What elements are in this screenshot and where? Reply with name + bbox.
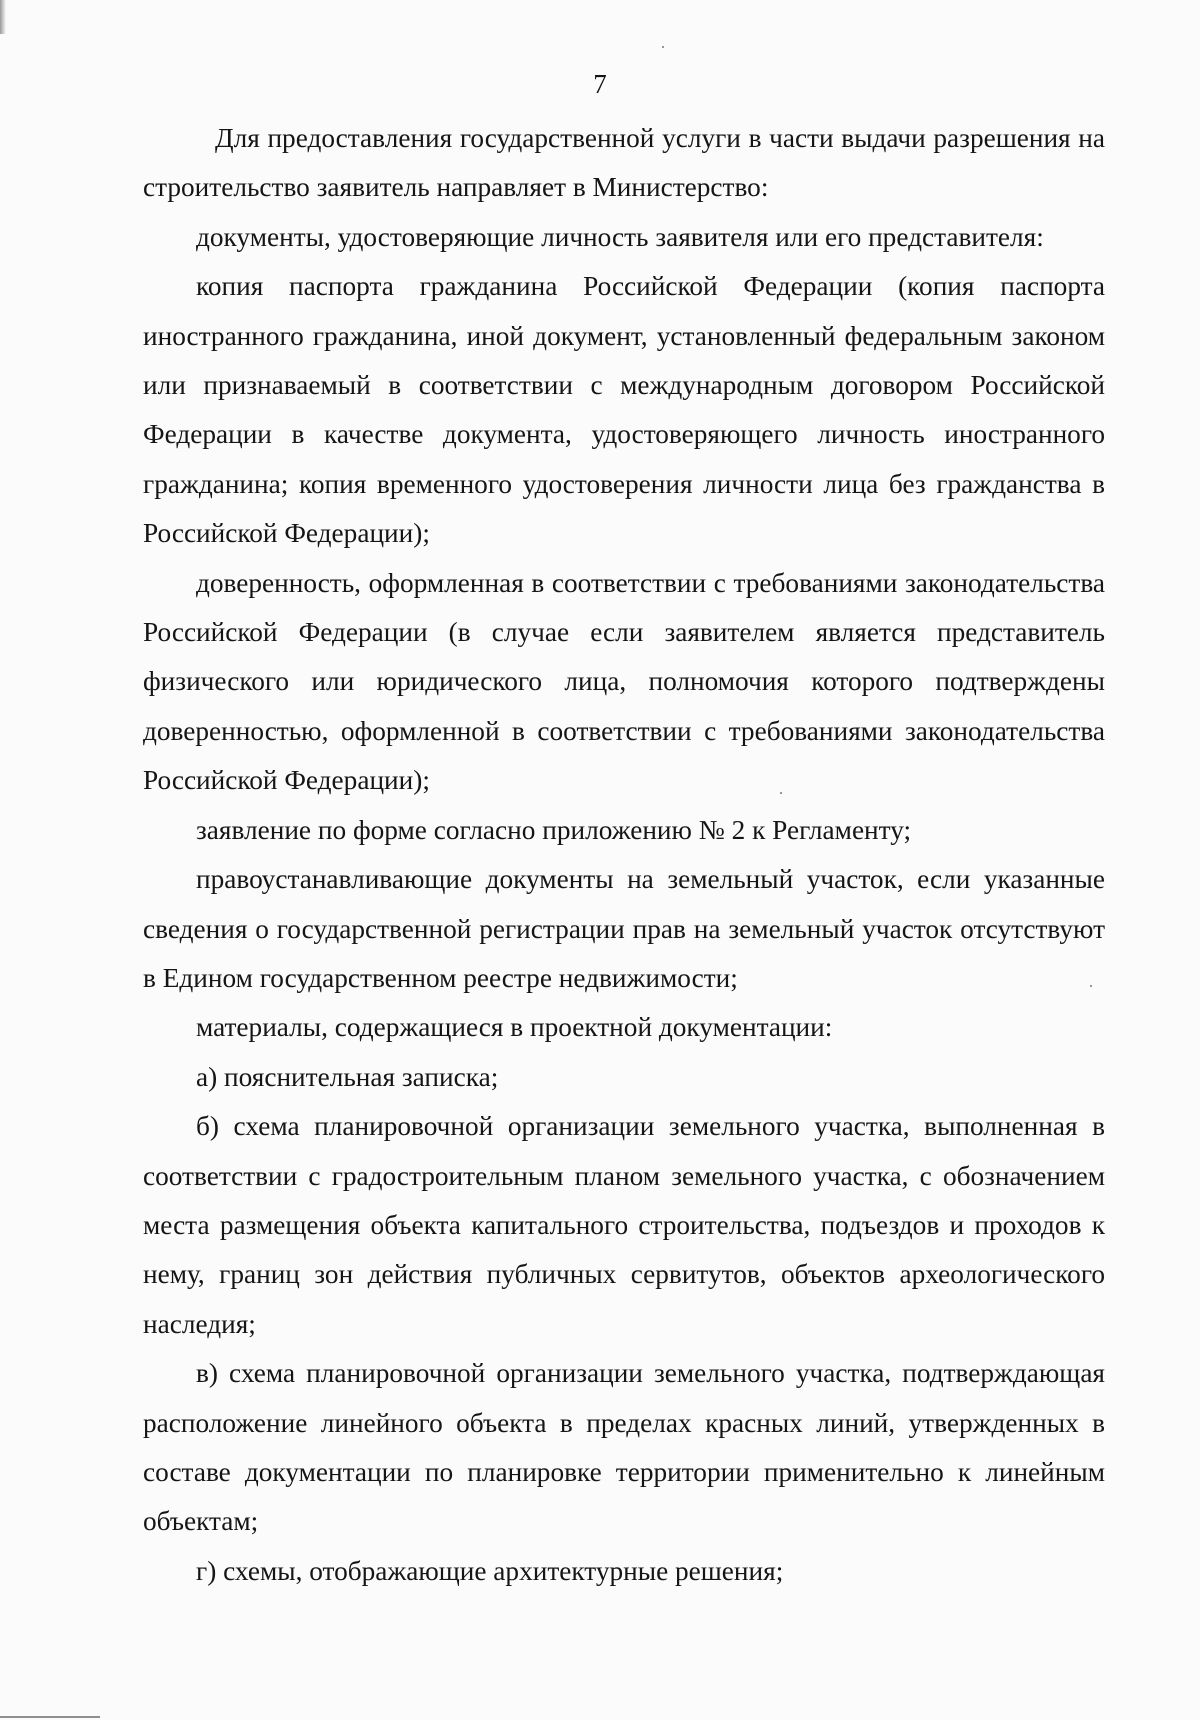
paragraph-project-materials: материалы, содержащиеся в проектной документации: (196, 1012, 833, 1043)
scan-bottom-mark (0, 1716, 100, 1718)
scan-speck (662, 46, 664, 48)
paragraph-power-of-attorney: доверенность, оформленная в соответствии с требованиями законодательства Российской Федерации (в случае если заявителем является представитель физического или юридического лица, полномочия которого подтверждены доверенностью, оформленной в соответствии с требованиями законодательства Российской Федерации); (143, 567, 1105, 796)
scan-edge-mark (0, 0, 6, 34)
list-item-g: г) схемы, отображающие архитектурные решения; (196, 1555, 784, 1586)
paragraph-intro: Для предоставления государственной услуги в части выдачи разрешения на строительство заявитель направляет в Министерство: (143, 123, 1105, 203)
paragraph-passport-copy: копия паспорта гражданина Российской Федерации (копия паспорта иностранного гражданина, иной документ, установленный федеральным законом или признаваемый в соответствии с международным договором Российской Федерации в качестве документа, удостоверяющего личность иностранного гражданина; копия временного удостоверения личности лица без гражданства в Российской Федерации); (143, 271, 1105, 549)
list-item-b: б) схема планировочной организации земельного участка, выполненная в соответствии с градостроительным планом земельного участка, с обозначением места размещения объекта капитального строительства, подъездов и проходов к нему, границ зон действия публичных сервитутов, объектов археологического наследия; (143, 1111, 1105, 1339)
list-item-v: в) схема планировочной организации земельного участка, подтверждающая расположение линейного объекта в пределах красных линий, утвержденных в составе документации по планировке территории применительно к линейным объектам; (143, 1358, 1105, 1537)
paragraph-land-title-documents: правоустанавливающие документы на земельный участок, если указанные сведения о государственной регистрации прав на земельный участок отсутствуют в Едином государственном реестре недвижимости; (143, 864, 1105, 993)
document-body (143, 114, 1105, 1596)
list-item-a: а) пояснительная записка; (196, 1061, 499, 1092)
paragraph-application-form: заявление по форме согласно приложению № 2 к Регламенту; (196, 814, 912, 845)
paragraph-identity-documents: документы, удостоверяющие личность заявителя или его представителя: (196, 221, 1044, 252)
page-number: 7 (593, 69, 607, 99)
